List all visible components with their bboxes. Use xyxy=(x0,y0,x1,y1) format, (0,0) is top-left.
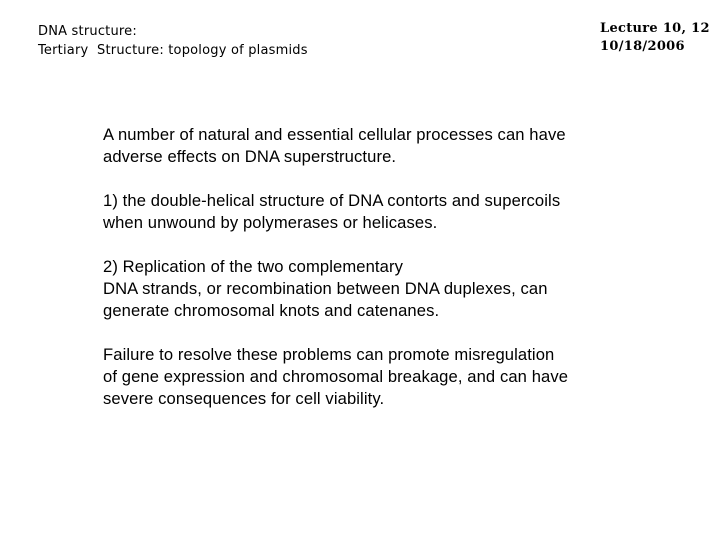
paragraph-line: 2) Replication of the two complementary xyxy=(103,257,403,276)
slide-title: DNA structure: xyxy=(38,24,137,39)
slide-body xyxy=(103,124,703,432)
paragraph-line: severe consequences for cell viability. xyxy=(103,389,385,408)
paragraph-line: adverse effects on DNA superstructure. xyxy=(103,147,397,166)
lecture-info-block xyxy=(600,20,710,56)
paragraph-point-2 xyxy=(103,256,703,322)
paragraph-point-1 xyxy=(103,190,703,234)
paragraph-line: when unwound by polymerases or helicases. xyxy=(103,213,438,232)
slide-subtitle: Tertiary Structure: topology of plasmids xyxy=(38,43,308,58)
paragraph-line: of gene expression and chromosomal breakage, and can have xyxy=(103,367,569,386)
paragraph-intro xyxy=(103,124,703,168)
paragraph-line: Failure to resolve these problems can promote misregulation xyxy=(103,345,555,364)
slide-title-block xyxy=(38,22,308,60)
lecture-date: 10/18/2006 xyxy=(600,39,685,54)
paragraph-line: generate chromosomal knots and catenanes. xyxy=(103,301,440,320)
paragraph-conclusion xyxy=(103,344,703,410)
lecture-number: Lecture 10, 12 xyxy=(600,21,710,36)
paragraph-line: 1) the double-helical structure of DNA contorts and supercoils xyxy=(103,191,561,210)
paragraph-line: A number of natural and essential cellular processes can have xyxy=(103,125,566,144)
paragraph-line: DNA strands, or recombination between DNA duplexes, can xyxy=(103,279,548,298)
